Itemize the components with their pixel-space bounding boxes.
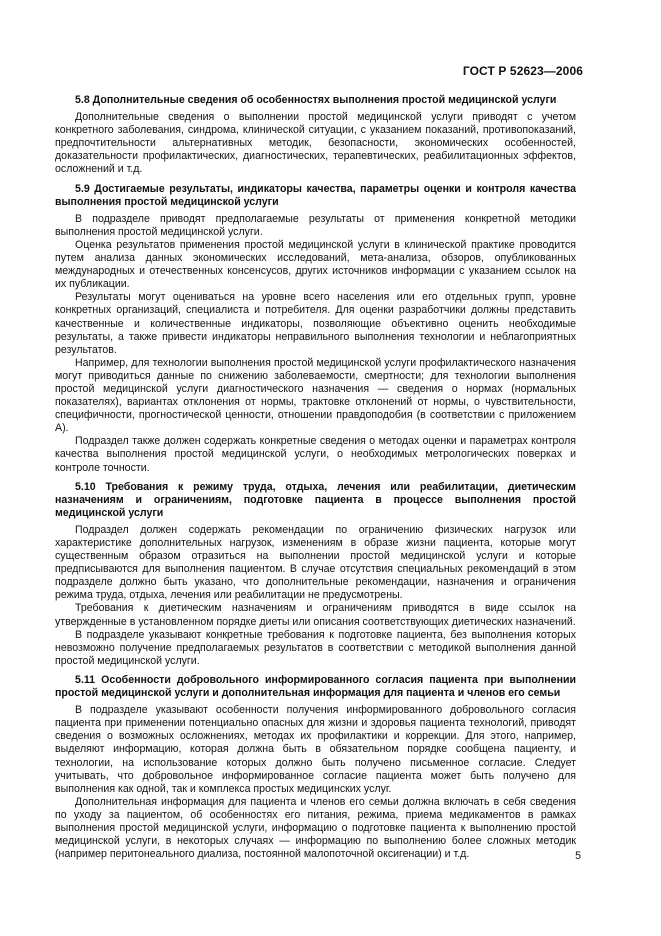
section-title: 5.11 Особенности добровольного информированного согласия пациента при выполнении простой медицинской услуги и дополнительная информация для пациента и членов его семьи bbox=[55, 673, 576, 700]
paragraph: В подразделе указывают особенности получения информированного добровольного согласия пациента при применении потенциально опасных для жизни и здоровья пациента технологий, приводят сведения о возможных осложнениях, методах их профилактики и коррекции. Для этого, например, выделяют информацию, которая должна быть в обязательном порядке сообщена пациенту, и технологии, на использование которых должно быть получено письменное согласие. Следует учитывать, что добровольное информированное согласие пациента может быть получено для выполнения как одной, так и комплекса простых медицинских услуг. bbox=[55, 704, 576, 795]
section-5-10 bbox=[55, 481, 576, 668]
paragraph: Дополнительные сведения о выполнении простой медицинской услуги приводят с учетом конкретного заболевания, синдрома, клинической ситуации, с указанием показаний, противопоказаний, предпочтительности альтернативных методик, безопасности, экономических особенностей, доказательности профилактических, диагностических, терапевтических, реабилитационных эффектов, осложнений и т.д. bbox=[55, 111, 576, 176]
paragraph: Дополнительная информация для пациента и членов его семьи должна включать в себя сведения по уходу за пациентом, об особенностях его питания, режима, приема медикаментов в рамках выполнения простой медицинской услуги, информацию о подготовке пациента к выполнению простой медицинской услуги, в некоторых случаях — информацию по выполнению более сложных методик (например перитонеального диализа, постоянной малопоточной оксигенации) и т.д. bbox=[55, 795, 576, 861]
paragraph: В подразделе указывают конкретные требования к подготовке пациента, без выполнения которых невозможно получение предполагаемых результатов в соответствии с методикой выполнения данной простой медицинской услуги. bbox=[55, 628, 576, 667]
document-body bbox=[55, 94, 576, 861]
paragraph: Например, для технологии выполнения простой медицинской услуги профилактического назначения могут приводиться данные по снижению заболеваемости, смертности; для технологии выполнения простой медицинской услуги диагностического назначения — сведения о нормах (нормальных показателях), вариантах отклонения от нормы, трактовке отклонений от нормы, о чувствительности, специфичности, прогностической ценности, отношении правдоподобия (в соответствии с приложением А). bbox=[55, 356, 576, 435]
paragraph: Требования к диетическим назначениям и ограничениям приводятся в виде ссылок на утвержденные в установленном порядке диеты или описания соответствующих диетических назначений. bbox=[55, 602, 576, 628]
section-5-11 bbox=[55, 674, 576, 861]
paragraph: Результаты могут оцениваться на уровне всего населения или его отдельных групп, уровне конкретных организаций, специалиста и потребителя. Для оценки разработчики должны представить качественные и количественные индикаторы, позволяющие объективно оценить необходимые результаты, а также привести индикаторы неправильного выполнения технологии и неблагоприятных результатов. bbox=[55, 291, 576, 356]
section-5-8 bbox=[55, 94, 576, 177]
paragraph: В подразделе приводят предполагаемые результаты от применения конкретной методики выполнения простой медицинской услуги. bbox=[55, 212, 576, 238]
page-number: 5 bbox=[575, 850, 581, 862]
paragraph: Оценка результатов применения простой медицинской услуги в клинической практике проводится путем анализа данных экономических исследований, мета-анализа, обзоров, опубликованных международных и отечественных консенсусов, других источников информации с указанием ссылок на их публикации. bbox=[55, 238, 576, 291]
section-title: 5.8 Дополнительные сведения об особенностях выполнения простой медицинской услуги bbox=[75, 94, 557, 106]
paragraph: Подраздел также должен содержать конкретные сведения о методах оценки и параметрах контроля качества выполнения простой медицинской услуги, о необходимых метрологических поверках и контроле точности. bbox=[55, 435, 576, 474]
section-title: 5.10 Требования к режиму труда, отдыха, лечения или реабилитации, диетическим назначениям и ограничениям, подготовке пациента в процессе выполнения простой медицинской услуги bbox=[55, 480, 576, 519]
section-5-9 bbox=[55, 183, 576, 475]
standard-number: ГОСТ Р 52623—2006 bbox=[462, 64, 583, 78]
paragraph: Подраздел должен содержать рекомендации по ограничению физических нагрузок или характеристике дополнительных нагрузок, изменениям в образе жизни пациента, которые могут существенным образом отразиться на выполнении простой медицинской услуги и которые предписываются для выполнения пациентом. В случае отсутствия специальных рекомендаций в этом подразделе должно быть указано, что дополнительные рекомендации, назначения и ограничения режима труда, отдыха, лечения или реабилитации не предусмотрены. bbox=[55, 523, 576, 602]
section-title: 5.9 Достигаемые результаты, индикаторы качества, параметры оценки и контроля качества выполнения простой медицинской услуги bbox=[55, 182, 576, 208]
